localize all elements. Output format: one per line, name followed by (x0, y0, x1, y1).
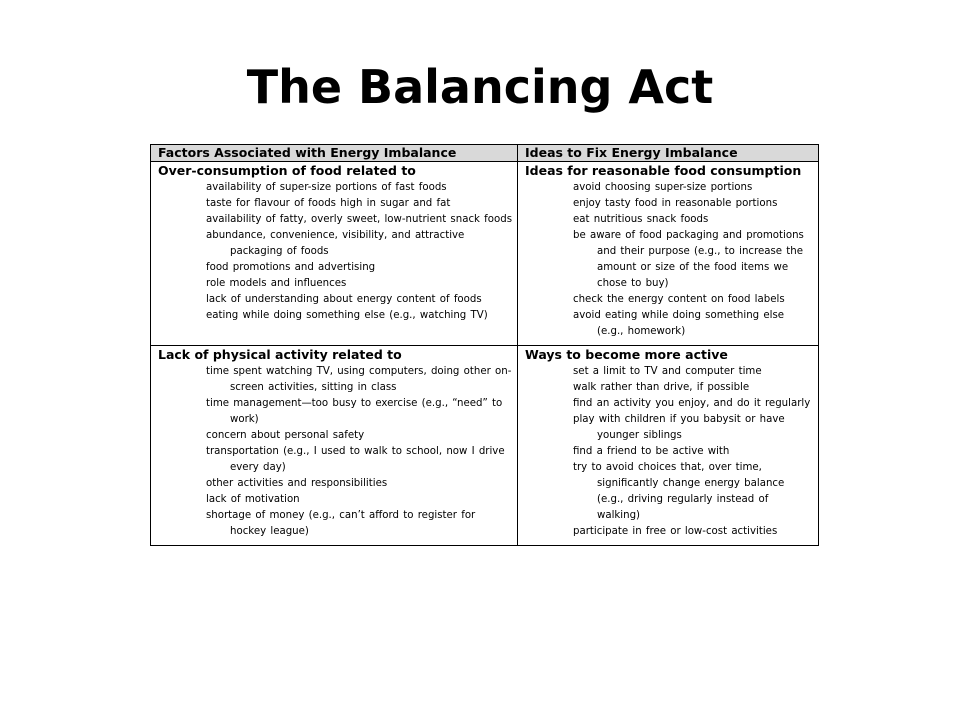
list-item: set a limit to TV and computer time (573, 366, 762, 377)
list-item: walk rather than drive, if possible (573, 382, 750, 393)
factor-list (158, 364, 513, 540)
table-header-row (151, 145, 819, 162)
cell-activity-ideas (518, 346, 819, 546)
section-heading: Ideas for reasonable food consumption (525, 163, 802, 178)
section-heading: Ways to become more active (525, 347, 728, 362)
list-item: eat nutritious snack foods (573, 214, 709, 225)
table-row-activity (151, 346, 819, 546)
list-item: food promotions and advertising (206, 262, 376, 273)
list-item: transportation (e.g., I used to walk to school, now I drive every day) (206, 446, 505, 473)
list-item: role models and influences (206, 278, 347, 289)
idea-list (525, 364, 814, 540)
list-item: try to avoid choices that, over time, significantly change energy balance (e.g., driving regularly instead of walking) (573, 462, 785, 521)
list-item: find a friend to be active with (573, 446, 730, 457)
section-heading: Lack of physical activity related to (158, 347, 402, 362)
section-heading: Over-consumption of food related to (158, 163, 416, 178)
cell-food-factors (151, 162, 518, 346)
list-item: abundance, convenience, visibility, and attractive packaging of foods (206, 230, 465, 257)
list-item: time management—too busy to exercise (e.g., “need” to work) (206, 398, 503, 425)
idea-list (525, 180, 814, 340)
list-item: concern about personal safety (206, 430, 365, 441)
list-item: check the energy content on food labels (573, 294, 785, 305)
list-item: other activities and responsibilities (206, 478, 388, 489)
header-factors: Factors Associated with Energy Imbalance (151, 145, 518, 162)
list-item: shortage of money (e.g., can’t afford to register for hockey league) (206, 510, 476, 537)
list-item: lack of motivation (206, 494, 300, 505)
list-item: find an activity you enjoy, and do it regularly (573, 398, 811, 409)
list-item: avoid choosing super-size portions (573, 182, 753, 193)
energy-imbalance-table (150, 144, 819, 546)
list-item: enjoy tasty food in reasonable portions (573, 198, 778, 209)
list-item: play with children if you babysit or have younger siblings (573, 414, 785, 441)
list-item: availability of super-size portions of fast foods (206, 182, 447, 193)
list-item: be aware of food packaging and promotions and their purpose (e.g., to increase the amount or size of the food items we chose to buy) (573, 230, 804, 289)
list-item: participate in free or low-cost activities (573, 526, 778, 537)
list-item: eating while doing something else (e.g., watching TV) (206, 310, 488, 321)
table-row-food (151, 162, 819, 346)
cell-food-ideas (518, 162, 819, 346)
list-item: lack of understanding about energy content of foods (206, 294, 482, 305)
list-item: avoid eating while doing something else (e.g., homework) (573, 310, 785, 337)
list-item: availability of fatty, overly sweet, low-nutrient snack foods (206, 214, 513, 225)
slide-title: The Balancing Act (246, 60, 714, 114)
list-item: time spent watching TV, using computers, doing other on-screen activities, sitting in class (206, 366, 512, 393)
cell-activity-factors (151, 346, 518, 546)
factor-list (158, 180, 513, 324)
list-item: taste for flavour of foods high in sugar and fat (206, 198, 451, 209)
header-ideas: Ideas to Fix Energy Imbalance (518, 145, 819, 162)
